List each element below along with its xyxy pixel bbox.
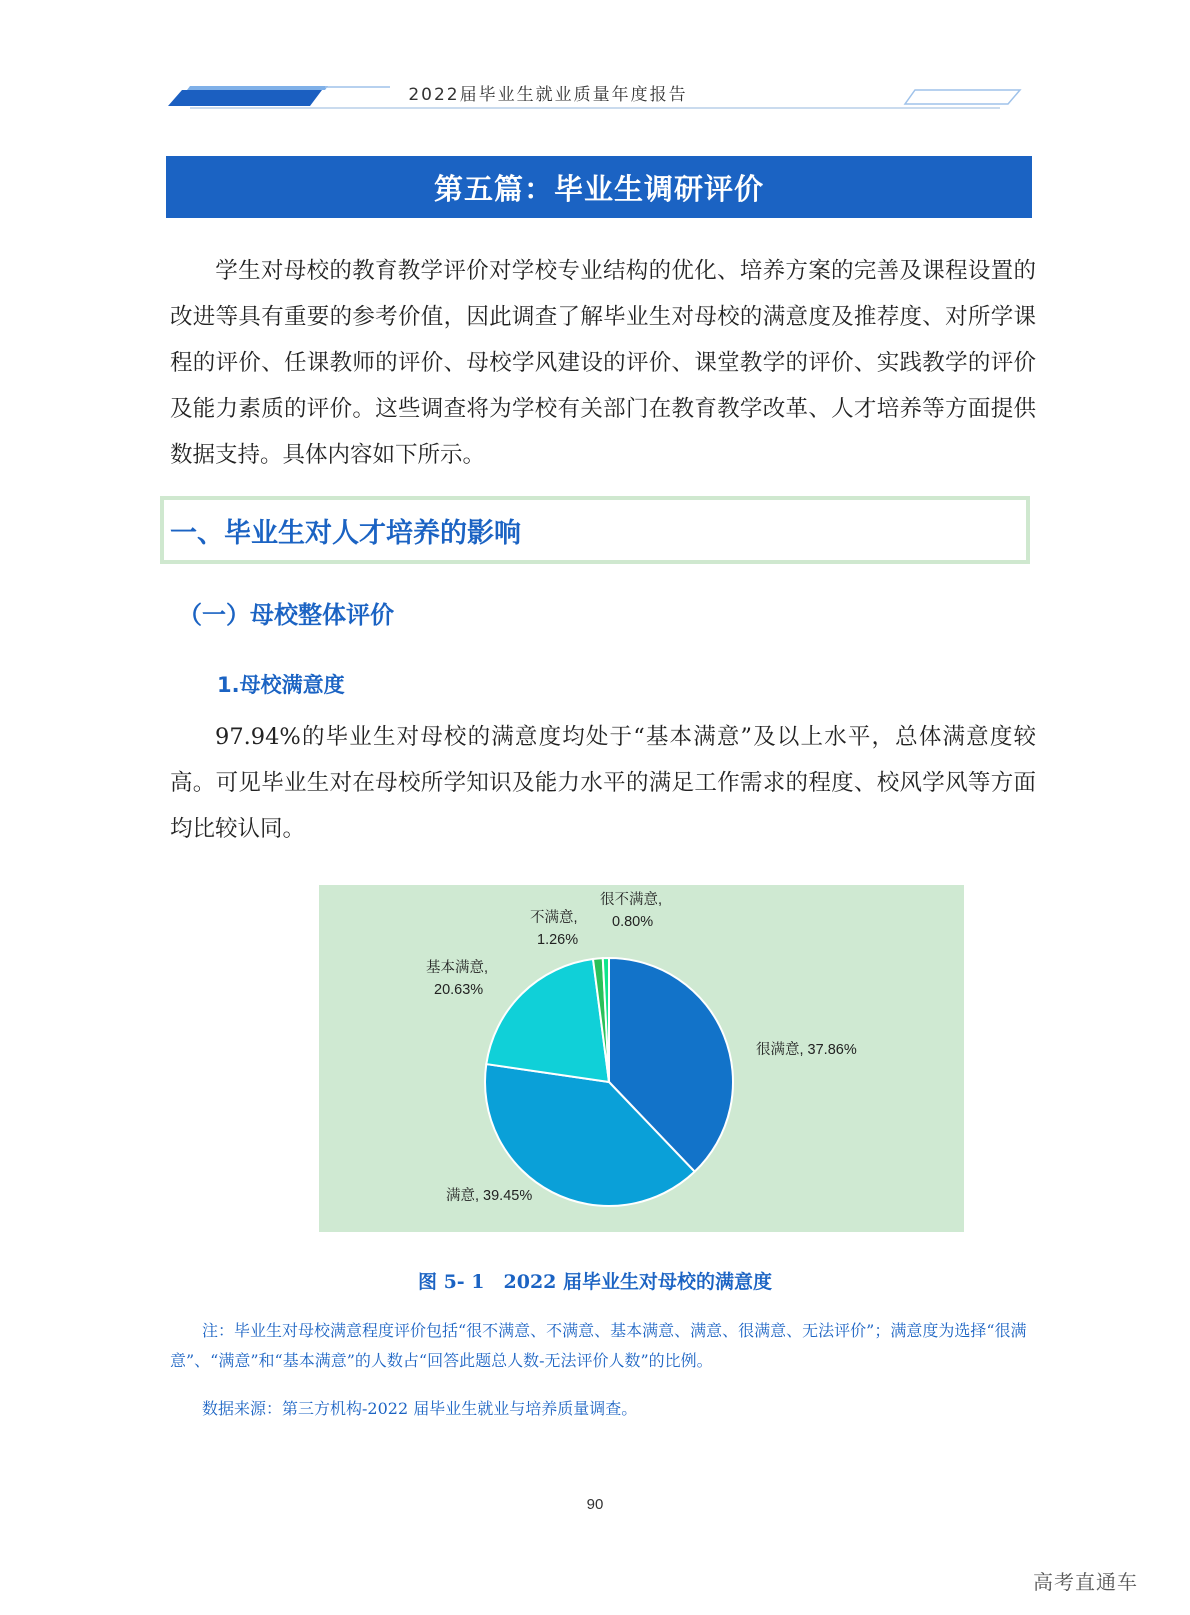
- data-source: [170, 1394, 1036, 1424]
- chart-note: [170, 1316, 1036, 1376]
- satisfaction-text: 97.94%的毕业生对母校的满意度均处于“基本满意”及以上水平，总体满意度较高。可见毕业生对在母校所学知识及能力水平的满足工作需求的程度、校风学风等方面均比较认同。: [170, 724, 1036, 842]
- source-text: 数据来源：第三方机构-2022 届毕业生就业与培养质量调查。: [202, 1399, 638, 1418]
- satisfaction-paragraph: [170, 714, 1036, 852]
- intro-text: 学生对母校的教育教学评价对学校专业结构的优化、培养方案的完善及课程设置的改进等具有重要的参考价值，因此调查了解毕业生对母校的满意度及推荐度、对所学课程的评价、任课教师的评价、母校学风建设的评价、课堂教学的评价、实践教学的评价及能力素质的评价。这些调查将为学校有关部门在教育教学改革、人才培养等方面提供数据支持。具体内容如下所示。: [170, 258, 1036, 468]
- page-number: 90: [586, 1496, 604, 1513]
- label-basic-satisfied-name: 基本满意,: [426, 960, 489, 976]
- subsubsection-title: 1.母校满意度: [217, 673, 345, 697]
- label-very-dissatisfied-name: 很不满意,: [600, 892, 663, 908]
- header-title: 2022届毕业生就业质量年度报告: [408, 85, 688, 105]
- label-satisfied: 满意, 39.45%: [446, 1188, 533, 1204]
- label-dissatisfied-value: 1.26%: [537, 932, 579, 948]
- label-dissatisfied-name: 不满意,: [530, 910, 578, 926]
- intro-paragraph: [170, 248, 1036, 478]
- label-very-satisfied: 很满意, 37.86%: [756, 1042, 857, 1058]
- note-text: 注：毕业生对母校满意程度评价包括“很不满意、不满意、基本满意、满意、很满意、无法评价”；满意度为选择“很满意”、“满意”和“基本满意”的人数占“回答此题总人数-无法评价人数”的比例。: [170, 1321, 1027, 1370]
- section-title: 一、毕业生对人才培养的影响: [170, 517, 521, 549]
- report-header: [160, 78, 1030, 110]
- watermark: 高考直通车: [1033, 1570, 1138, 1594]
- subsection-title: （一）母校整体评价: [178, 601, 394, 629]
- label-very-dissatisfied-value: 0.80%: [612, 914, 654, 930]
- satisfaction-pie-chart: [319, 885, 964, 1232]
- label-basic-satisfied-value: 20.63%: [434, 982, 484, 998]
- pie-slice-2: [486, 959, 609, 1082]
- part-title: 第五篇：毕业生调研评价: [433, 171, 764, 206]
- part-title-banner: [166, 156, 1032, 218]
- figure-caption: 图 5- 1 2022 届毕业生对母校的满意度: [417, 1271, 773, 1293]
- pie-chart-svg: [319, 885, 964, 1232]
- section-title-box: [160, 496, 1030, 564]
